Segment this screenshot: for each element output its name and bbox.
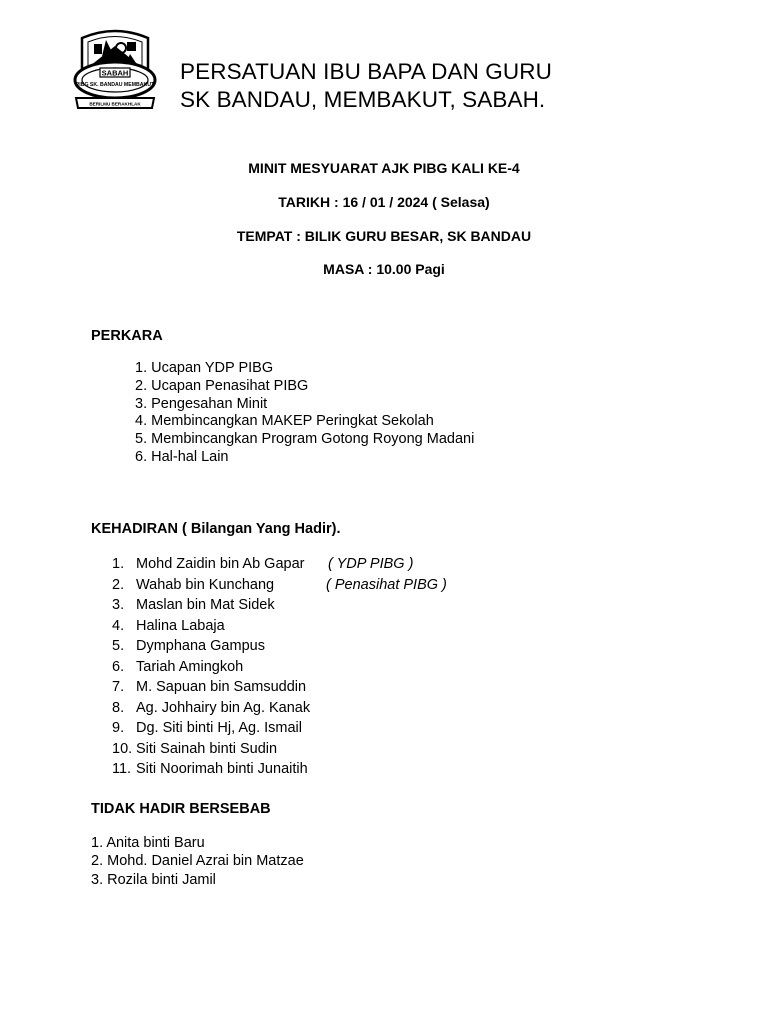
organization-name	[180, 58, 552, 114]
agenda-item: 1. Ucapan YDP PIBG	[135, 360, 274, 376]
logo-motto: BERILMU BERAKHLAK	[89, 101, 141, 107]
attendance-name: Wahab bin Kunchang	[136, 576, 275, 593]
logo-sabah-text: SABAH	[101, 68, 129, 78]
agenda-item: 5. Membincangkan Program Gotong Royong Madani	[135, 431, 475, 448]
attendance-number: 3.	[112, 597, 125, 613]
absent-item: 2. Mohd. Daniel Azrai bin Matzae	[91, 853, 304, 870]
attendance-number: 5.	[112, 638, 125, 654]
attendance-number: 6.	[112, 658, 125, 675]
attendance-name: Mohd Zaidin bin Ab Gapar	[136, 556, 305, 572]
attendance-role: ( YDP PIBG )	[328, 556, 414, 572]
org-line-2: SK BANDAU, MEMBAKUT, SABAH.	[180, 87, 546, 112]
meeting-place: TEMPAT : BILIK GURU BESAR, SK BANDAU	[236, 228, 532, 244]
agenda-item: 2. Ucapan Penasihat PIBG	[135, 377, 309, 394]
meeting-date: TARIKH : 16 / 01 / 2024 ( Selasa)	[278, 194, 490, 210]
agenda-item: 4. Membincangkan MAKEP Peringkat Sekolah	[135, 413, 434, 430]
meeting-title: MINIT MESYUARAT AJK PIBG KALI KE-4	[248, 160, 520, 176]
attendance-name: Siti Sainah binti Sudin	[136, 740, 278, 757]
agenda-item: 3. Pengesahan Minit	[135, 395, 268, 412]
attendance-number: 7.	[112, 679, 125, 695]
agenda-list	[135, 360, 474, 467]
attendance-number: 2.	[112, 576, 125, 593]
attendance-name: Dg. Siti binti Hj, Ag. Ismail	[136, 720, 302, 736]
org-line-1: PERSATUAN IBU BAPA DAN GURU	[180, 59, 552, 84]
absent-heading: TIDAK HADIR BERSEBAB	[91, 801, 271, 817]
attendance-number: 4.	[112, 617, 125, 634]
attendance-number: 10.	[112, 740, 133, 757]
meeting-time: MASA : 10.00 Pagi	[323, 261, 445, 277]
attendance-role: ( Penasihat PIBG )	[326, 576, 447, 593]
absent-item: 1. Anita binti Baru	[91, 835, 205, 851]
attendance-name: Maslan bin Mat Sidek	[136, 597, 275, 613]
attendance-number: 9.	[112, 720, 125, 736]
attendance-heading: KEHADIRAN ( Bilangan Yang Hadir).	[91, 521, 341, 537]
attendance-number: 8.	[112, 699, 125, 716]
absent-item: 3. Rozila binti Jamil	[91, 871, 216, 888]
agenda-item: 6. Hal-hal Lain	[135, 448, 229, 465]
attendance-name: Tariah Amingkoh	[136, 658, 244, 675]
attendance-name: Siti Noorimah binti Junaitih	[136, 761, 308, 777]
attendance-name: Dymphana Gampus	[136, 638, 265, 654]
agenda-heading: PERKARA	[91, 328, 163, 344]
school-logo	[72, 26, 158, 110]
attendance-name: Ag. Johhairy bin Ag. Kanak	[136, 699, 311, 716]
attendance-name: M. Sapuan bin Samsuddin	[136, 679, 307, 695]
absent-list	[91, 834, 304, 889]
logo-ring-text: PIBG SK. BANDAU MEMBAKUT	[75, 82, 155, 88]
attendance-number: 11.	[112, 761, 132, 777]
attendance-name: Halina Labaja	[136, 617, 225, 634]
attendance-number: 1.	[112, 556, 125, 572]
